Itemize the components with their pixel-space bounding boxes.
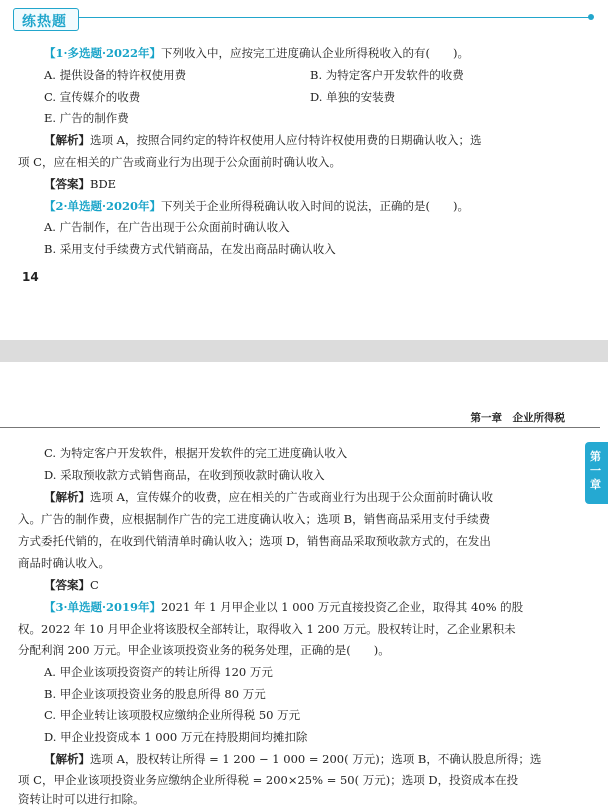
q2-option-b: B. 采用支付手续费方式代销商品，在发出商品时确认收入 xyxy=(44,242,336,256)
q2-analysis-label: 【解析】 xyxy=(44,490,90,504)
q1-analysis-line-2: 项 C，应在相关的广告或商业行为出现于公众面前时确认收入。 xyxy=(18,155,341,169)
q2-option-d: D. 采取预收款方式销售商品，在收到预收款时确认收入 xyxy=(44,468,325,482)
q1-option-d: D. 单独的安装费 xyxy=(310,90,396,104)
q1-analysis-line-1 xyxy=(44,133,481,147)
q2-option-c: C. 为特定客户开发软件，根据开发软件的完工进度确认收入 xyxy=(44,446,348,460)
question-3-stem-1: 2021 年 1 月甲企业以 1 000 万元直接投资乙企业，取得其 40% 的股 xyxy=(161,600,524,614)
question-1-label: 【1·多选题·2022年】 xyxy=(44,46,162,60)
page-number: 14 xyxy=(22,270,39,284)
question-3-stem-2: 权。2022 年 10 月甲企业将该股权全部转让，取得收入 1 200 万元。股权转让时，乙企业累积未 xyxy=(18,622,516,636)
q1-option-a: A. 提供设备的特许权使用费 xyxy=(44,68,187,82)
q2-analysis-text-1: 选项 A，宣传媒介的收费，应在相关的广告或商业行为出现于公众面前时确认收 xyxy=(90,490,493,504)
q1-analysis-label: 【解析】 xyxy=(44,133,90,147)
q2-option-a: A. 广告制作，在广告出现于公众面前时确认收入 xyxy=(44,220,290,234)
question-3-label: 【3·单选题·2019年】 xyxy=(44,600,162,614)
q3-option-c: C. 甲企业转让该项股权应缴纳企业所得税 50 万元 xyxy=(44,708,301,722)
q3-analysis-label: 【解析】 xyxy=(44,752,90,766)
q1-option-e: E. 广告的制作费 xyxy=(44,111,129,125)
q2-analysis-line-2: 入。广告的制作费，应根据制作广告的完工进度确认收入；选项 B，销售商品采用支付手续费 xyxy=(18,512,491,526)
question-2-label: 【2·单选题·2020年】 xyxy=(44,199,162,213)
q3-analysis-line-3: 资转让时可以进行扣除。 xyxy=(18,792,145,806)
q2-analysis-line-1 xyxy=(44,490,493,504)
page-gap xyxy=(0,340,608,362)
q3-option-d: D. 甲企业投资成本 1 000 万元在持股期间均摊扣除 xyxy=(44,730,308,744)
q1-option-b: B. 为特定客户开发软件的收费 xyxy=(310,68,464,82)
question-1-header xyxy=(44,46,469,60)
section-tag-text: 练热题 xyxy=(22,14,67,30)
question-3-stem-3: 分配利润 200 万元。甲企业该项投资业务的税务处理，正确的是( )。 xyxy=(18,643,390,657)
q3-option-a: A. 甲企业该项投资资产的转让所得 120 万元 xyxy=(44,665,273,679)
q1-answer-value: BDE xyxy=(90,177,117,191)
question-2-stem: 下列关于企业所得税确认收入时间的说法，正确的是( )。 xyxy=(161,199,469,213)
q1-answer-label: 【答案】 xyxy=(44,177,90,191)
q3-analysis-line-2: 项 C，甲企业该项投资业务应缴纳企业所得税 = 200×25% = 50( 万元)；选项 D，投资成本在投 xyxy=(18,773,519,787)
q2-analysis-line-3: 方式委托代销的，在收到代销清单时确认收入；选项 D，销售商品采取预收款方式的，在发出 xyxy=(18,534,491,548)
question-2-header xyxy=(44,199,469,213)
section-tag xyxy=(13,8,79,31)
q1-answer xyxy=(44,177,116,191)
section-rule xyxy=(79,17,591,18)
chapter-header: 第一章 企业所得税 xyxy=(470,412,565,424)
question-1-stem: 下列收入中，应按完工进度确认企业所得税收入的有( )。 xyxy=(161,46,469,60)
q2-answer xyxy=(44,578,99,592)
section-rule-dot xyxy=(588,14,594,20)
chapter-side-tab-label: 第一章 xyxy=(590,450,601,491)
q3-option-b: B. 甲企业该项投资业务的股息所得 80 万元 xyxy=(44,687,266,701)
q3-analysis-line-1 xyxy=(44,752,541,766)
question-3-header xyxy=(44,600,523,614)
q2-answer-label: 【答案】 xyxy=(44,578,90,592)
q3-analysis-text-1: 选项 A，股权转让所得 = 1 200 − 1 000 = 200( 万元)；选项 B，不确认股息所得；选 xyxy=(90,752,542,766)
chapter-side-tab xyxy=(585,442,608,504)
q2-answer-value: C xyxy=(90,578,99,592)
q2-analysis-line-4: 商品时确认收入。 xyxy=(18,556,110,570)
q1-analysis-text-1: 选项 A，按照合同约定的特许权使用人应付特许权使用费的日期确认收入；选 xyxy=(90,133,482,147)
chapter-header-rule xyxy=(0,427,600,428)
q1-option-c: C. 宣传媒介的收费 xyxy=(44,90,141,104)
